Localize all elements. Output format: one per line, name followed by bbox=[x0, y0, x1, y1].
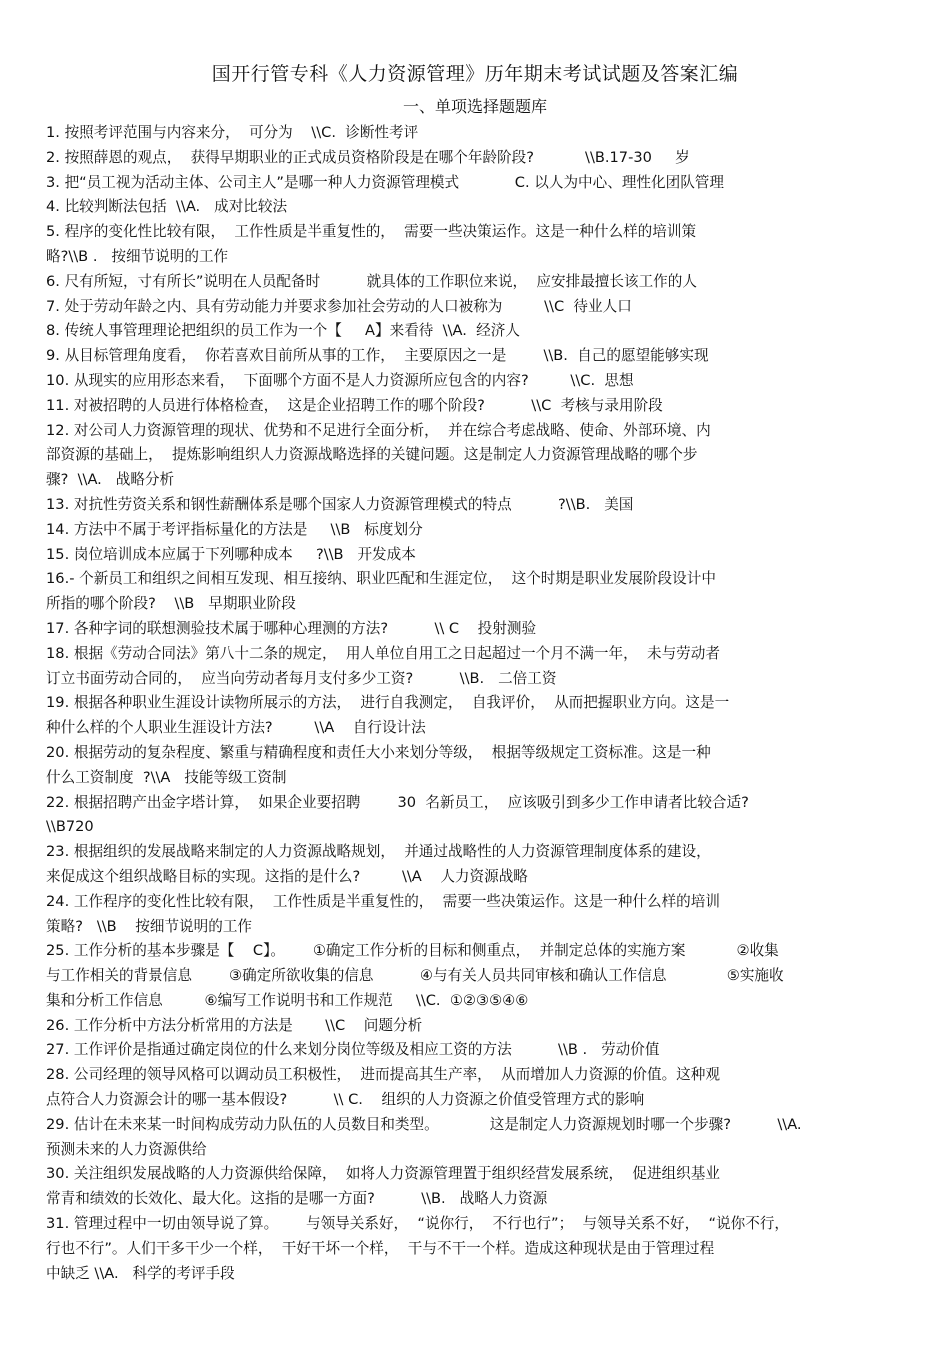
question-line: 集和分析工作信息 ⑥编写工作说明书和工作规范 \\C. ①②③⑤④⑥ bbox=[46, 991, 529, 1009]
question-line: 1. 按照考评范围与内容来分， 可分为 \\C. 诊断性考评 bbox=[46, 124, 419, 141]
question-line: 11. 对被招聘的人员进行体格检查， 这是企业招聘工作的哪个阶段? \\C 考核与录用阶段 bbox=[46, 396, 663, 414]
question-line: 部资源的基础上， 提炼影响组织人力资源战略选择的关键问题。这是制定人力资源管理战略的哪个步 bbox=[46, 446, 698, 464]
question-line: 种什么样的个人职业生涯设计方法? \\A 自行设计法 bbox=[46, 719, 426, 737]
question-line: 骤? \\A. 战略分析 bbox=[46, 471, 175, 489]
question-line: 与工作相关的背景信息 ③确定所欲收集的信息 ④与有关人员共同审核和确认工作信息 ⑤实施收 bbox=[46, 967, 784, 985]
question-line: 26. 工作分析中方法分析常用的方法是 \\C 问题分析 bbox=[46, 1016, 423, 1034]
question-line: 6. 尺有所短，寸有所长”说明在人员配备时 就具体的工作职位来说， 应安排最擅长该工作的人 bbox=[46, 272, 697, 290]
question-line: 22. 根据招聘产出金字塔计算， 如果企业要招聘 30 名新员工， 应该吸引到多少工作申请者比较合适? bbox=[46, 793, 749, 811]
question-line: 略?\\B . 按细节说明的工作 bbox=[46, 247, 229, 265]
question-line: 31. 管理过程中一切由领导说了算。 与领导关系好， “说你行， 不行也行”； 与领导关系不好， “说你不行， bbox=[46, 1215, 790, 1233]
question-line: 中缺乏 \\A. 科学的考评手段 bbox=[46, 1264, 235, 1282]
question-line: 29. 估计在未来某一时间构成劳动力队伍的人员数目和类型。 这是制定人力资源规划时哪一个步骤? \\A. bbox=[46, 1115, 802, 1133]
question-line: 订立书面劳动合同的， 应当向劳动者每月支付多少工资? \\B. 二倍工资 bbox=[46, 669, 557, 687]
question-line: 19. 根据各种职业生涯设计读物所展示的方法， 进行自我测定， 自我评价， 从而把握职业方向。这是一 bbox=[46, 694, 730, 712]
question-line: 3. 把“员工视为活动主体、公司主人”是哪一种人力资源管理模式 C. 以人为中心、理性化团队管理 bbox=[46, 173, 724, 191]
question-line: 16.- 个新员工和组织之间相互发现、相互接纳、职业匹配和生涯定位， 这个时期是职业发展阶段设计中 bbox=[46, 570, 716, 588]
question-line: 所指的哪个阶段? \\B 早期职业阶段 bbox=[46, 595, 296, 613]
question-line: 7. 处于劳动年龄之内、具有劳动能力并要求参加社会劳动的人口被称为 \\C 待业人口 bbox=[46, 297, 632, 315]
question-line: \\B720 bbox=[46, 818, 94, 836]
question-line: 18. 根据《劳动合同法》第八十二条的规定， 用人单位自用工之日起超过一个月不满一年， 未与劳动者 bbox=[46, 644, 720, 662]
section-title: 一、单项选择题题库 bbox=[402, 97, 547, 116]
question-line: 预测未来的人力资源供给 bbox=[46, 1140, 207, 1158]
question-line: 点符合人力资源会计的哪一基本假设? \\ C. 组织的人力资源之价值受管理方式的影响 bbox=[46, 1091, 645, 1109]
question-line: 什么工资制度 ?\\A 技能等级工资制 bbox=[46, 768, 287, 786]
question-line: 27. 工作评价是指通过确定岗位的什么来划分岗位等级及相应工资的方法 \\B . 劳动价值 bbox=[46, 1041, 660, 1059]
question-line: 23. 根据组织的发展战略来制定的人力资源战略规划， 并通过战略性的人力资源管理制度体系的建设， bbox=[46, 843, 711, 861]
question-line: 策略? \\B 按细节说明的工作 bbox=[46, 917, 253, 935]
question-line: 15. 岗位培训成本应属于下列哪种成本 ?\\B 开发成本 bbox=[46, 545, 416, 563]
question-line: 来促成这个组织战略目标的实现。这指的是什么? \\A 人力资源战略 bbox=[46, 867, 528, 885]
question-line: 12. 对公司人力资源管理的现状、优势和不足进行全面分析， 并在综合考虑战略、使命、外部环境、内 bbox=[46, 421, 711, 439]
question-line: 14. 方法中不属于考评指标量化的方法是 \\B 标度划分 bbox=[46, 520, 423, 538]
question-line: 2. 按照薛恩的观点， 获得早期职业的正式成员资格阶段是在哪个年龄阶段? \\B.17-30 岁 bbox=[46, 148, 690, 166]
question-line: 8. 传统人事管理理论把组织的员工作为一个【 A】来看待 \\A. 经济人 bbox=[46, 322, 520, 340]
question-line: 30. 关注组织发展战略的人力资源供给保障， 如将人力资源管理置于组织经营发展系统， 促进组织基业 bbox=[46, 1165, 720, 1183]
question-line: 常青和绩效的长效化、最大化。这指的是哪一方面? \\B. 战略人力资源 bbox=[46, 1190, 548, 1208]
question-line: 24. 工作程序的变化性比较有限， 工作性质是半重复性的， 需要一些决策运作。这是一种什么样的培训 bbox=[46, 892, 720, 910]
question-line: 9. 从目标管理角度看， 你若喜欢目前所从事的工作， 主要原因之一是 \\B. 自己的愿望能够实现 bbox=[46, 347, 709, 365]
question-line: 28. 公司经理的领导风格可以调动员工积极性， 进而提高其生产率， 从而增加人力资源的价值。这种观 bbox=[46, 1066, 720, 1084]
question-line: 5. 程序的变化性比较有限， 工作性质是半重复性的， 需要一些决策运作。这是一种什么样的培训策 bbox=[46, 223, 697, 241]
question-line: 17. 各种字词的联想测验技术属于哪种心理测的方法? \\ C 投射测验 bbox=[46, 619, 537, 637]
question-line: 20. 根据劳动的复杂程度、繁重与精确程度和责任大小来划分等级， 根据等级规定工资标准。这是一种 bbox=[46, 743, 711, 761]
question-line: 25. 工作分析的基本步骤是【 C】。 ①确定工作分析的目标和侧重点， 并制定总体的实施方案 ②收集 bbox=[46, 942, 779, 960]
question-line: 行也不行”。人们干多干少一个样， 干好干坏一个样， 干与不干一个样。造成这种现状是由于管理过程 bbox=[46, 1239, 715, 1257]
question-line: 13. 对抗性劳资关系和钢性薪酬体系是哪个国家人力资源管理模式的特点 ?\\B. 美国 bbox=[46, 495, 634, 513]
question-list bbox=[46, 121, 908, 1286]
document-title: 国开行管专科《人力资源管理》历年期末考试试题及答案汇编 bbox=[211, 63, 739, 85]
question-line: 4. 比较判断法包括 \\A. 成对比较法 bbox=[46, 198, 288, 216]
question-line: 10. 从现实的应用形态来看， 下面哪个方面不是人力资源所应包含的内容? \\C. 思想 bbox=[46, 371, 634, 389]
